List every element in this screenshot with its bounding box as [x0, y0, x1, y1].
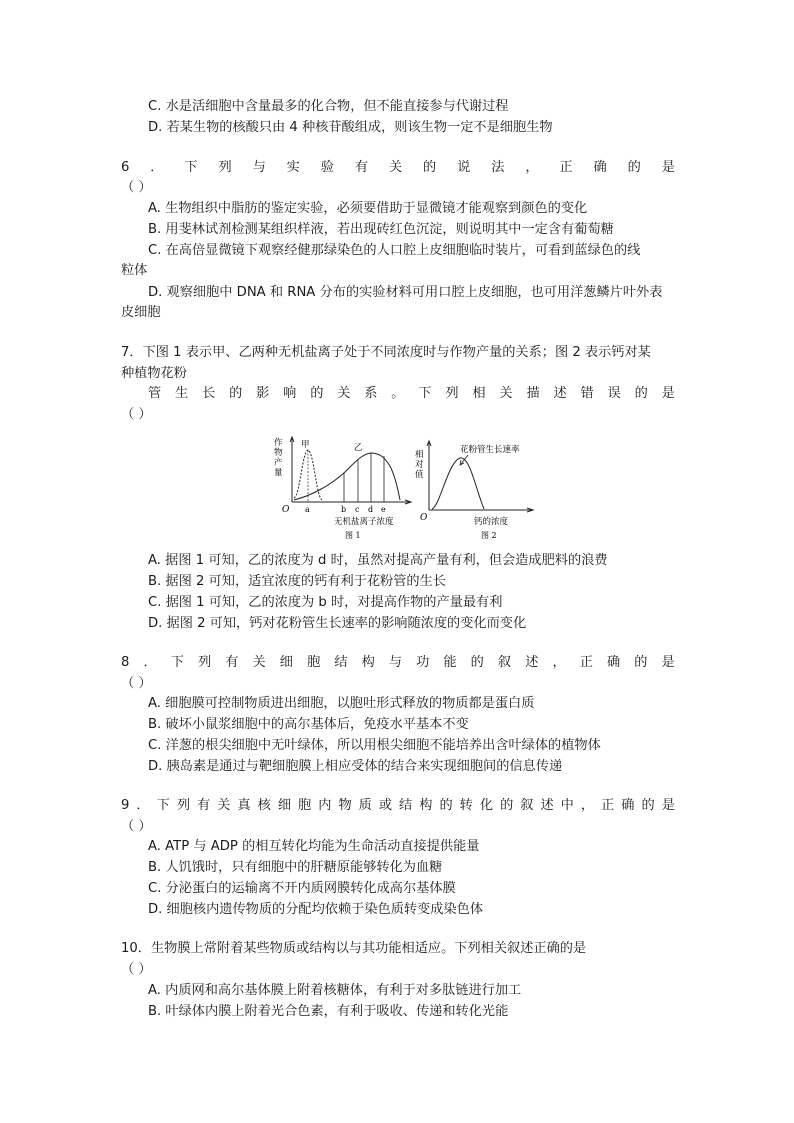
q8-stem-char: 胞 — [307, 655, 321, 670]
q8-stem-char: 构 — [361, 655, 375, 670]
q6-option-d: D. 观察细胞中 DNA 和 RNA 分布的实验材料可用口腔上皮细胞，也可用洋葱鳞片叶外表 — [148, 285, 663, 300]
q8-stem-char: 8 — [121, 655, 130, 670]
q7-stem-line3 — [148, 384, 675, 404]
q7-stem-char: 列 — [445, 386, 459, 401]
q8-stem-char: 叙 — [497, 655, 512, 670]
q6-stem-char: 与 — [252, 160, 266, 175]
q7-stem-char: 错 — [580, 386, 594, 401]
q9-stem-char: 下 — [156, 798, 170, 813]
q7-stem-char: 系 — [364, 386, 378, 401]
fig1-tick-a: a — [305, 505, 310, 514]
q7-stem-char: 相 — [472, 386, 486, 401]
q6-stem-char: 验 — [320, 160, 334, 175]
q6-stem-char: 的 — [423, 160, 437, 175]
q9-stem-char: 有 — [197, 798, 211, 813]
q8-option-c: C. 洋葱的根尖细胞中无叶绿体，所以用根尖细胞不能培养出含叶绿体的植物体 — [148, 738, 601, 753]
q9-stem-char: 列 — [176, 798, 190, 813]
fig1-tick-d: d — [368, 505, 374, 514]
q9-stem-char: 中 — [560, 798, 574, 813]
figure-1 — [274, 437, 411, 540]
fig1-ylabel-4: 量 — [274, 468, 283, 478]
q9-stem-char: 结 — [399, 798, 413, 813]
fig1-label-jia: 甲 — [301, 440, 310, 450]
q8-option-b: B. 破坏小鼠浆细胞中的高尔基体后，免疫水平基本不变 — [148, 717, 469, 732]
q7-stem-char: 影 — [256, 386, 270, 401]
q6-stem-char: ． — [150, 160, 164, 175]
q9-stem-char: 内 — [318, 798, 332, 813]
q6-answer-paren: （ ） — [121, 180, 152, 195]
q6-stem-char: 关 — [388, 160, 403, 175]
q9-option-c: C. 分泌蛋白的运输离不开内质网膜转化成高尔基体膜 — [148, 881, 456, 896]
q9-stem-char: 胞 — [298, 798, 312, 813]
q9-stem-char: 真 — [237, 798, 251, 813]
q6-option-c: C. 在高倍显微镜下观察经健那绿染色的人口腔上皮细胞临时装片，可看到蓝绿色的线 — [148, 243, 641, 258]
q9-stem-char: 的 — [439, 798, 453, 813]
q8-stem-char: 下 — [170, 655, 184, 670]
fig2-ylabel-3: 值 — [415, 470, 424, 480]
fig1-ylabel-2: 物 — [274, 448, 283, 458]
q7-stem-char: 误 — [607, 386, 621, 401]
q9-stem — [121, 796, 675, 816]
q7-stem-char: 是 — [661, 386, 675, 401]
fig2-curve — [432, 458, 484, 509]
q8-stem-char: 结 — [334, 655, 348, 670]
fig1-label-yi: 乙 — [354, 443, 363, 453]
q8-stem-char: 述 — [525, 655, 539, 670]
q5-option-d: D. 若某生物的核酸只由 4 种核苷酸组成，则该生物一定不是细胞生物 — [148, 120, 553, 135]
q9-stem-char: 转 — [459, 798, 473, 813]
q7-stem-char: 的 — [634, 386, 648, 401]
q8-stem — [121, 653, 675, 673]
q7-stem-char: 管 — [148, 386, 162, 401]
q6-option-b: B. 用斐林试剂检测某组织样液，若出现砖红色沉淀，则说明其中一定含有葡萄糖 — [148, 222, 614, 237]
q10-option-a: A. 内质网和高尔基体膜上附着核糖体，有利于对多肽链进行加工 — [148, 983, 522, 998]
q9-stem-char: 的 — [500, 798, 514, 813]
q9-stem-char: 关 — [217, 798, 231, 813]
q9-stem-char: 物 — [338, 798, 352, 813]
q7-stem-char: 。 — [391, 386, 405, 401]
q9-stem-char: 的 — [641, 798, 655, 813]
q6-option-a: A. 生物组织中脂肪的鉴定实验，必须要借助于显微镜才能观察到颜色的变化 — [148, 201, 588, 216]
q9-stem-char: 核 — [257, 798, 271, 813]
q9-stem-char: 确 — [621, 798, 635, 813]
q7-option-d: D. 据图 2 可知，钙对花粉管生长速率的影响随浓度的变化而变化 — [148, 616, 527, 631]
q8-stem-char: 正 — [579, 655, 593, 670]
q9-stem-char: 细 — [277, 798, 292, 813]
q7-option-a: A. 据图 1 可知，乙的浓度为 d 时，虽然对提高产量有利，但会造成肥料的浪费 — [148, 553, 608, 568]
q9-option-a: A. ATP 与 ADP 的相互转化均能为生命活动直接提供能量 — [148, 839, 480, 854]
q7-stem-char: 生 — [175, 386, 189, 401]
fig2-xlabel: 钙的浓度 — [474, 517, 509, 527]
q7-option-c: C. 据图 1 可知，乙的浓度为 b 时，对提高作物的产量最有利 — [148, 595, 503, 610]
q8-stem-char: 有 — [225, 655, 239, 670]
q7-stem-char: 下 — [418, 386, 432, 401]
q7-stem-line1: 7．下图 1 表示甲、乙两种无机盐离子处于不同浓度时与作物产量的关系；图 2 表示钙对某 — [121, 345, 651, 360]
q9-option-d: D. 细胞核内遗传物质的分配均依赖于染色质转变成染色体 — [148, 902, 484, 917]
fig1-ylabel-3: 产 — [274, 458, 283, 468]
q6-stem-char: 列 — [218, 160, 232, 175]
q8-stem-char: 是 — [661, 655, 675, 670]
q9-stem-char: ． — [136, 798, 150, 813]
fig1-tick-b: b — [341, 505, 347, 514]
q9-stem-char: 述 — [540, 798, 554, 813]
q9-stem-char: 是 — [661, 798, 675, 813]
q9-stem-char: 叙 — [520, 798, 534, 813]
q6-stem-char: 实 — [286, 160, 300, 175]
q8-stem-char: 关 — [252, 655, 266, 670]
q9-stem-char: 9 — [121, 798, 130, 813]
q8-stem-char: 细 — [279, 655, 293, 670]
q6-stem-char: 6 — [121, 160, 130, 175]
q7-stem-char: 的 — [310, 386, 324, 401]
q8-stem-char: ． — [143, 655, 157, 670]
fig1-origin: O — [282, 505, 290, 515]
q6-stem-char: ， — [525, 160, 539, 175]
q6-stem-char: 是 — [661, 160, 675, 175]
q7-option-b: B. 据图 2 可知，适宜浓度的钙有利于花粉管的生长 — [148, 574, 446, 589]
q9-option-b: B. 人饥饿时，只有细胞中的肝糖原能够转化为血糖 — [148, 860, 443, 875]
fig2-ylabel-1: 相 — [415, 450, 424, 460]
fig2-origin: O — [420, 513, 428, 523]
fig2-ylabel-2: 对 — [415, 460, 424, 470]
q6-stem-char: 法 — [491, 160, 505, 175]
q7-figure-svg — [270, 434, 538, 546]
q7-figure — [270, 434, 538, 546]
q8-stem-char: 的 — [470, 655, 484, 670]
q9-answer-paren: （ ） — [121, 819, 152, 834]
q8-stem-char: 列 — [198, 655, 212, 670]
q7-answer-paren: （ ） — [121, 407, 152, 422]
q9-stem-char: 构 — [419, 798, 433, 813]
q7-stem-char: 的 — [229, 386, 243, 401]
q7-stem-char: 关 — [499, 386, 513, 401]
q6-stem-char: 正 — [559, 160, 573, 175]
q6-stem-char: 的 — [627, 160, 641, 175]
fig1-caption: 图 1 — [345, 531, 361, 540]
fig1-tick-c: c — [355, 505, 360, 514]
q9-stem-char: 正 — [601, 798, 615, 813]
q9-stem-char: 化 — [479, 798, 494, 813]
q7-stem-char: 长 — [202, 386, 216, 401]
q6-option-d-continued: 皮细胞 — [121, 305, 161, 320]
q9-stem-char: 质 — [358, 798, 372, 813]
q10-stem: 10．生物膜上常附着某些物质或结构以与其功能相适应。下列相关叙述正确的是 — [121, 941, 587, 956]
q8-stem-char: 功 — [416, 655, 430, 670]
q7-stem-char: 关 — [337, 386, 351, 401]
q10-answer-paren: （ ） — [121, 962, 152, 977]
q8-stem-char: ， — [552, 655, 566, 670]
q6-stem — [121, 158, 675, 178]
q6-stem-char: 说 — [457, 160, 471, 175]
fig1-tick-e: e — [381, 505, 386, 514]
q7-stem-line2: 种植物花粉 — [121, 366, 187, 381]
fig2-curve-label: 花粉管生长速率 — [460, 445, 520, 455]
q8-option-d: D. 胰岛素是通过与靶细胞膜上相应受体的结合来实现细胞间的信息传递 — [148, 759, 563, 774]
q6-option-c-continued: 粒体 — [121, 263, 148, 278]
q9-stem-char: ， — [580, 798, 595, 813]
q7-stem-char: 响 — [283, 386, 297, 401]
q6-stem-char: 下 — [184, 160, 198, 175]
q8-stem-char: 能 — [443, 655, 457, 670]
q8-stem-char: 确 — [606, 655, 621, 670]
q6-stem-char: 确 — [593, 160, 607, 175]
q10-option-b: B. 叶绿体内膜上附着光合色素，有利于吸收、传递和转化光能 — [148, 1004, 509, 1019]
q8-option-a: A. 细胞膜可控制物质进出细胞，以胞吐形式释放的物质都是蛋白质 — [148, 696, 535, 711]
q5-option-c: C. 水是活细胞中含量最多的化合物，但不能直接参与代谢过程 — [148, 99, 509, 114]
q7-stem-char: 描 — [526, 386, 540, 401]
q6-stem-char: 有 — [354, 160, 369, 175]
q7-stem-char: 述 — [553, 386, 567, 401]
q9-stem-char: 或 — [378, 798, 393, 813]
q8-stem-char: 的 — [634, 655, 648, 670]
fig1-xlabel: 无机盐离子浓度 — [334, 517, 394, 527]
figure-2 — [415, 441, 533, 540]
q8-answer-paren: （ ） — [121, 676, 152, 691]
fig1-ylabel-1: 作 — [274, 438, 283, 448]
q8-stem-char: 与 — [388, 655, 403, 670]
fig2-caption: 图 2 — [481, 531, 497, 540]
